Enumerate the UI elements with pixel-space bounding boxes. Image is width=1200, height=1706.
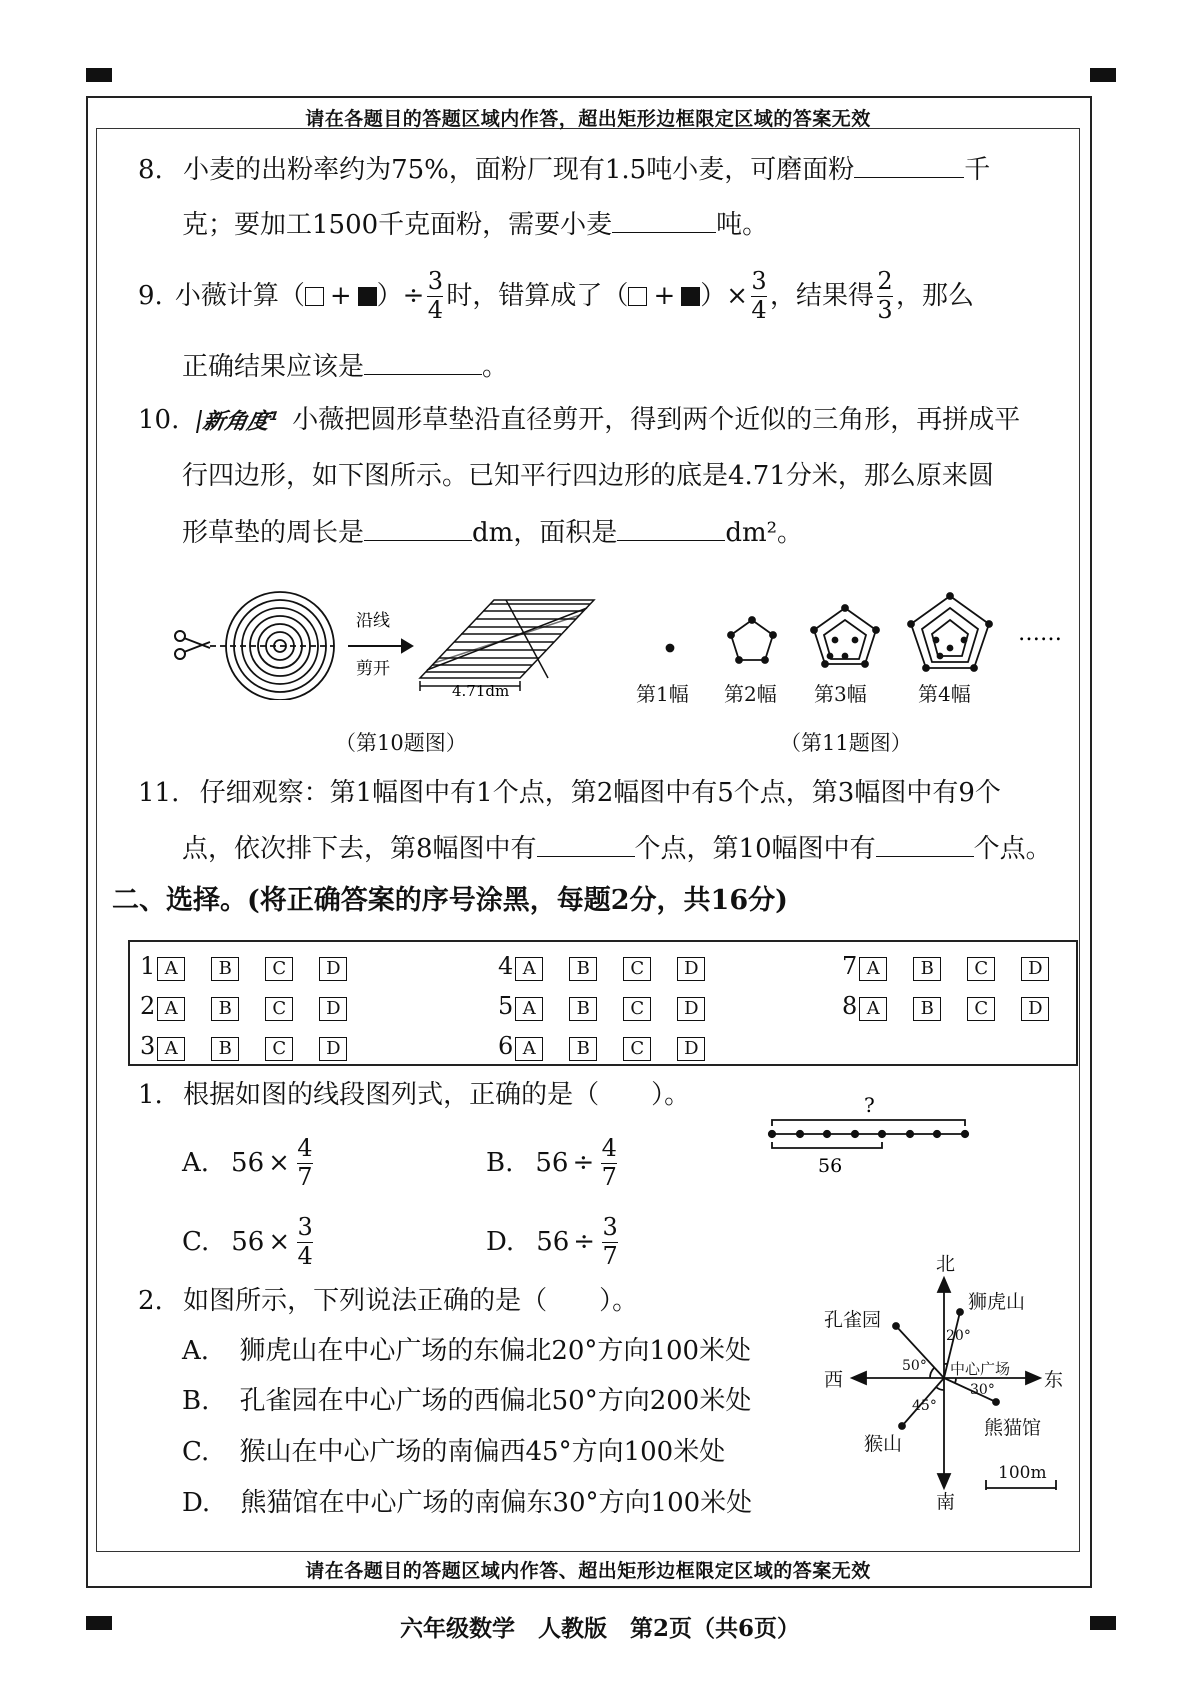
question-text: 千 (964, 155, 991, 185)
question-text: dm，面积是 (472, 518, 618, 548)
answer-bubble-c[interactable]: C (265, 1037, 293, 1061)
mc-question-1-stem (138, 1082, 690, 1108)
filled-square-icon (681, 287, 700, 306)
figure-caption-11: （第11题图） (780, 731, 912, 755)
parallelogram-shape (420, 600, 594, 691)
answer-bubble-c[interactable]: C (623, 997, 651, 1021)
option-label: B. (182, 1386, 210, 1416)
answer-item-6 (498, 1032, 705, 1061)
panda-house-label: 熊猫馆 (984, 1417, 1042, 1439)
question-8-line-2 (182, 210, 768, 238)
direction-map (820, 1252, 1080, 1512)
answer-bubble-d[interactable]: D (319, 997, 347, 1021)
answer-bubble-a[interactable]: A (157, 997, 185, 1021)
section-2-title: 二、选择。(将正确答案的序号涂黑，每题2分，共16分) (112, 885, 788, 916)
answer-item-4 (498, 952, 705, 981)
fraction: $\frac{3}{4}$ (297, 1213, 313, 1270)
answer-bubble-a[interactable]: A (515, 957, 543, 981)
question-number: 11. (138, 778, 180, 808)
mc-2-option-d[interactable] (182, 1490, 752, 1516)
peacock-garden-label: 孔雀园 (824, 1309, 882, 1331)
answer-bubble-b[interactable]: B (569, 1037, 597, 1061)
mc-1-option-a[interactable] (182, 1128, 316, 1198)
fraction: $\frac{2}{3}$ (877, 267, 893, 324)
fraction: $\frac{3}{7}$ (602, 1213, 618, 1270)
answer-bubble-c[interactable]: C (623, 957, 651, 981)
empty-square-icon (628, 287, 647, 306)
scale-label: 100m (998, 1463, 1047, 1483)
answer-bubble-b[interactable]: B (211, 997, 239, 1021)
figure-label-2: 第2幅 (724, 682, 777, 706)
question-text: ，结果得 (770, 281, 875, 311)
west-arrow-icon (852, 1372, 866, 1384)
answer-bubble-d[interactable]: D (677, 997, 705, 1021)
question-number: 9. (138, 281, 163, 311)
plus-sign: + (329, 281, 352, 311)
fraction: $\frac{3}{4}$ (751, 267, 767, 324)
mc-1-option-d[interactable] (486, 1207, 621, 1277)
option-text: 熊猫馆在中心广场的南偏东30°方向100米处 (240, 1488, 753, 1518)
answer-item-7 (842, 952, 1049, 981)
north-label: 北 (936, 1253, 956, 1275)
figure-1-dot (667, 645, 674, 652)
option-text: 孔雀园在中心广场的西偏北50°方向200米处 (239, 1386, 752, 1416)
operator: ÷ (572, 1148, 595, 1178)
answer-bubble-a[interactable]: A (515, 997, 543, 1021)
question-text: 小薇计算（ (174, 281, 305, 311)
question-11-figure (640, 568, 1080, 683)
option-label: D. (486, 1227, 515, 1257)
question-text: 个点。 (973, 834, 1052, 864)
answer-bubble-b[interactable]: B (913, 957, 941, 981)
option-label: A. (182, 1148, 210, 1178)
question-text: 正确结果应该是 (182, 352, 365, 382)
footer-notice: 请在各题目的答题区域内作答、超出矩形边框限定区域的答案无效 (305, 1560, 871, 1582)
answer-bubble-d[interactable]: D (319, 957, 347, 981)
page-footer: 六年级数学 人教版 第2页（共6页） (399, 1615, 800, 1642)
operator: × (268, 1148, 290, 1178)
answer-item-number: 6 (498, 1032, 514, 1060)
question-11-line-2 (182, 834, 1052, 862)
answer-item-3 (140, 1032, 347, 1061)
arrow-label-top: 沿线 (356, 611, 390, 631)
monkey-hill-label: 猴山 (864, 1433, 903, 1455)
answer-bubble-c[interactable]: C (265, 997, 293, 1021)
answer-bubble-c[interactable]: C (265, 957, 293, 981)
answer-blank[interactable] (537, 834, 635, 857)
question-9-line-1 (138, 263, 974, 329)
mc-question-2-stem (138, 1288, 638, 1314)
fraction: $\frac{4}{7}$ (601, 1134, 617, 1191)
filled-square-icon (358, 287, 377, 306)
answer-blank[interactable] (617, 518, 725, 541)
question-number: 8. (138, 155, 163, 185)
question-10-figure (170, 590, 610, 700)
question-9-line-2 (182, 352, 508, 380)
answer-item-number: 8 (842, 992, 858, 1020)
registration-mark-top-left (86, 68, 112, 82)
question-text: 小麦的出粉率约为75%，面粉厂现有1.5吨小麦，可磨面粉 (183, 155, 855, 185)
line-segment-diagram (760, 1092, 990, 1182)
operator: ÷ (573, 1227, 596, 1257)
question-10-line-2: 行四边形，如下图所示。已知平行四边形的底是4.71分米，那么原来圆 (182, 461, 994, 491)
answer-bubble-b[interactable]: B (211, 957, 239, 981)
answer-bubble-a[interactable]: A (157, 957, 185, 981)
answer-item-8 (842, 992, 1049, 1021)
question-text: 根据如图的线段图列式，正确的是（ ）。 (183, 1080, 691, 1110)
east-label: 东 (1044, 1369, 1064, 1391)
mc-2-option-b[interactable] (182, 1388, 751, 1414)
east-arrow-icon (1026, 1372, 1040, 1384)
option-value: 56 (536, 1227, 570, 1257)
answer-item-number: 7 (842, 952, 858, 980)
answer-item-number: 4 (498, 952, 514, 980)
figure-4-pentagons (908, 593, 992, 671)
question-text: 小薇把圆形草垫沿直径剪开，得到两个近似的三角形，再拼成平 (292, 405, 1021, 435)
question-text: dm²。 (725, 518, 804, 548)
answer-item-number: 5 (498, 992, 514, 1020)
option-value: 56 (231, 1227, 265, 1257)
figure-label-1: 第1幅 (636, 682, 689, 706)
question-text: 。 (482, 352, 509, 382)
option-value: 56 (231, 1148, 265, 1178)
angle-50-label: 50° (902, 1358, 927, 1374)
question-text: 克；要加工1500千克面粉，需要小麦 (182, 210, 613, 240)
answer-item-number: 1 (140, 952, 156, 980)
part-value-label: 56 (818, 1155, 843, 1177)
answer-bubble-a[interactable]: A (859, 957, 887, 981)
mc-2-option-a[interactable] (182, 1338, 751, 1364)
scissors-icon (175, 631, 210, 659)
answer-blank[interactable] (612, 210, 716, 233)
answer-bubble-d[interactable]: D (1021, 957, 1049, 981)
mc-2-option-c[interactable] (182, 1439, 725, 1465)
question-text: 仔细观察：第1幅图中有1个点，第2幅图中有5个点，第3幅图中有9个 (199, 778, 1001, 808)
option-text: 猴山在中心广场的南偏西45°方向100米处 (239, 1437, 726, 1467)
question-text: ）÷ (376, 281, 425, 311)
fraction: $\frac{4}{7}$ (297, 1134, 313, 1191)
answer-bubble-c[interactable]: C (967, 957, 995, 981)
question-10-line-3 (182, 518, 803, 546)
answer-item-1 (140, 952, 347, 981)
question-number: 10. (138, 405, 180, 435)
answer-bubble-c[interactable]: C (623, 1037, 651, 1061)
question-number: 1. (138, 1080, 163, 1110)
fraction: $\frac{3}{4}$ (427, 267, 444, 324)
option-label: B. (486, 1148, 514, 1178)
angle-20-label: 20° (946, 1328, 971, 1344)
empty-square-icon (305, 287, 324, 306)
question-10-line-1 (138, 407, 1020, 433)
answer-blank[interactable] (876, 834, 974, 857)
continuation-ellipsis: …… (1018, 621, 1062, 646)
figure-2-pentagon (728, 617, 776, 663)
question-number: 2. (138, 1286, 163, 1316)
plus-sign: + (653, 281, 676, 311)
answer-item-2 (140, 992, 347, 1021)
answer-bubble-a[interactable]: A (157, 1037, 185, 1061)
option-text: 狮虎山在中心广场的东偏北20°方向100米处 (239, 1336, 752, 1366)
concentric-circle-mat (210, 592, 334, 700)
answer-bubble-b[interactable]: B (211, 1037, 239, 1061)
answer-bubble-b[interactable]: B (569, 997, 597, 1021)
answer-bubble-a[interactable]: A (515, 1037, 543, 1061)
operator: × (268, 1227, 291, 1257)
answer-item-5 (498, 992, 705, 1021)
angle-30-label: 30° (970, 1382, 995, 1398)
answer-bubble-c[interactable]: C (967, 997, 995, 1021)
registration-mark-top-right (1090, 68, 1116, 82)
figure-label-4: 第4幅 (918, 682, 971, 706)
question-8-line-1 (138, 155, 990, 183)
question-text: 如图所示，下列说法正确的是（ ）。 (183, 1286, 639, 1316)
answer-blank[interactable] (854, 155, 964, 178)
answer-bubble-d[interactable]: D (677, 957, 705, 981)
answer-bubble-d[interactable]: D (319, 1037, 347, 1061)
option-label: C. (182, 1227, 210, 1257)
part-brace (772, 1142, 882, 1148)
answer-item-number: 3 (140, 1032, 156, 1060)
mc-1-option-c[interactable] (182, 1207, 316, 1277)
question-text: 吨。 (716, 210, 769, 240)
new-angle-badge: 新角度$^1$ (196, 410, 282, 433)
answer-blank[interactable] (364, 518, 472, 541)
option-label: A. (182, 1336, 210, 1366)
angle-45-label: 45° (912, 1398, 937, 1414)
answer-bubble-b[interactable]: B (569, 957, 597, 981)
lion-tiger-hill-label: 狮虎山 (968, 1291, 1026, 1313)
option-label: C. (182, 1437, 210, 1467)
west-label: 西 (824, 1369, 844, 1391)
header-notice: 请在各题目的答题区域内作答，超出矩形边框限定区域的答案无效 (305, 108, 871, 130)
question-text: ）× (700, 281, 749, 311)
question-text: ，那么 (896, 281, 975, 311)
question-11-line-1 (138, 780, 1001, 806)
answer-bubble-b[interactable]: B (913, 997, 941, 1021)
answer-blank[interactable] (364, 352, 482, 375)
answer-item-number: 2 (140, 992, 156, 1020)
option-label: D. (182, 1488, 211, 1518)
mc-1-option-b[interactable] (486, 1128, 620, 1198)
question-text: 个点，第10幅图中有 (634, 834, 876, 864)
total-brace (772, 1120, 965, 1126)
south-arrow-icon (938, 1474, 950, 1488)
answer-bubble-d[interactable]: D (1021, 997, 1049, 1021)
question-text: 点，依次排下去，第8幅图中有 (182, 834, 537, 864)
unknown-total-label: ? (864, 1093, 875, 1117)
figure-label-3: 第3幅 (814, 682, 867, 706)
question-text: 时，错算成了（ (446, 281, 629, 311)
south-label: 南 (936, 1491, 956, 1512)
question-text: 形草垫的周长是 (182, 518, 365, 548)
figure-3-pentagons (811, 605, 879, 667)
figure-caption-10: （第10题图） (335, 731, 467, 755)
answer-bubble-d[interactable]: D (677, 1037, 705, 1061)
answer-bubble-a[interactable]: A (859, 997, 887, 1021)
arrow-label-bottom: 剪开 (356, 659, 390, 679)
center-plaza-label: 中心广场 (950, 1360, 1011, 1378)
option-value: 56 (535, 1148, 569, 1178)
arrow-icon (348, 640, 412, 652)
base-length-label: 4.71dm (452, 682, 510, 700)
north-arrow-icon (938, 1278, 950, 1292)
